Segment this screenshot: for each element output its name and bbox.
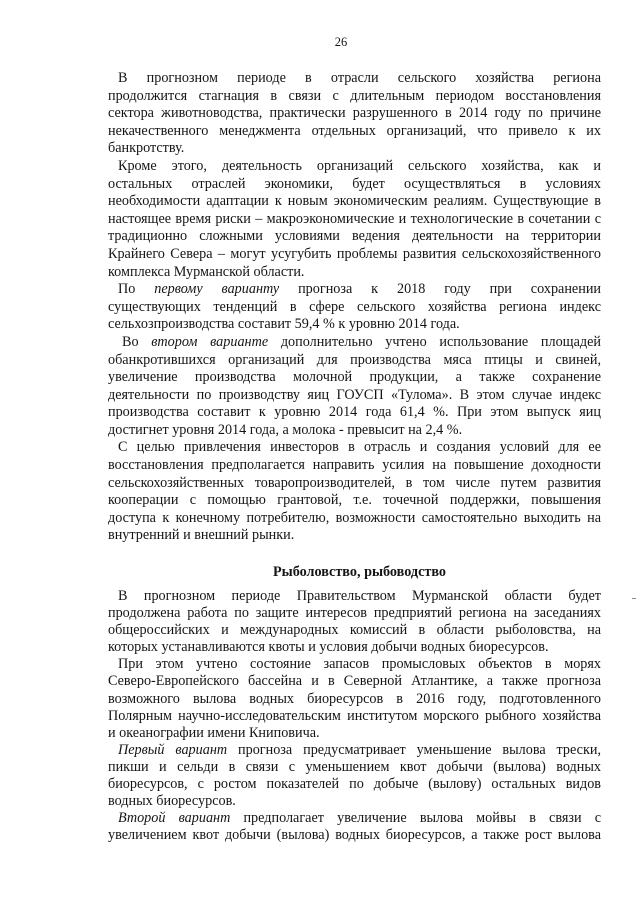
text-line: общероссийских и международных комиссий в области рыболовства, на — [108, 622, 601, 639]
text-line: биоресурсов, с ростом показателей по добыче (вылову) остальных видов — [108, 776, 601, 793]
text-line: В прогнозном периоде Правительством Мурманской области будет — [118, 588, 601, 604]
text-fragment: дополнительно учтено использование площадей — [268, 333, 602, 350]
text-line: деятельности по производству яиц ГОУСП «Тулома». В этом случае индекс — [108, 386, 601, 403]
text-line: сельхозпроизводства составит 59,4 % к уровню 2014 года. — [108, 316, 460, 333]
text-line: обанкротившихся организаций для производства мяса птицы и свиней, — [108, 351, 601, 368]
paragraph-government-work — [108, 588, 601, 656]
text-line: банкротству. — [108, 140, 185, 157]
text-line: традиционно сложными условиями ведения деятельности на территории — [108, 228, 601, 245]
text-line: остальных отраслей экономики, будет осуществляться в условиях — [108, 175, 601, 192]
emphasis-text: первому варианту — [154, 281, 280, 298]
paragraph-risks — [108, 158, 601, 281]
text-line: кооперации с помощью грантовой, т.е. точечной поддержки, повышения — [108, 492, 601, 509]
text-line: доступа к конечному потребителю, возможности самостоятельно выходить на — [108, 509, 601, 526]
emphasis-text: втором варианте — [151, 333, 269, 350]
text-line — [108, 810, 601, 827]
paragraph-first-variant — [108, 281, 601, 334]
paragraph-investors — [108, 439, 601, 545]
text-line: внутренний и внешний рынки. — [108, 527, 295, 544]
text-line: сектора животноводства, практически разрушенного в 2014 году по причине — [108, 105, 601, 122]
scan-mark — [632, 598, 636, 599]
text-fragment: По — [118, 281, 155, 298]
text-line: необходимости адаптации к новым экономическим реалиям. Существующие в — [108, 193, 601, 210]
emphasis-text: Второй вариант — [118, 810, 231, 827]
text-line: При этом учтено состояние запасов промысловых объектов в морях — [118, 656, 601, 673]
text-line: которых устанавливаются квоты и условия добычи водных биоресурсов. — [108, 639, 549, 656]
text-fragment: предполагает увеличение вылова мойвы в связи с — [230, 810, 602, 827]
paragraph-stagnation — [108, 70, 601, 158]
text-line: Крайнего Севера – могут усугубить проблемы развития сельскохозяйственного — [108, 245, 601, 262]
paragraph-fish-first-variant — [108, 742, 601, 810]
text-line: производства составит к уровню 2014 года 61,4 %. При этом выпуск яиц — [108, 404, 601, 421]
text-line — [108, 742, 601, 759]
text-line: продолжена работа по защите интересов предприятий региона на заседаниях — [108, 605, 601, 622]
text-line: увеличением квот добычи (вылова) водных биоресурсов, а также рост вылова — [108, 827, 601, 844]
text-line: увеличение производства молочной продукции, а также сохранение — [108, 369, 601, 386]
text-line: достигнет уровня 2014 года, а молока - превысит на 2,4 %. — [108, 421, 463, 438]
text-line: восстановления предполагается направить усилия на повышение доходности — [108, 457, 601, 474]
text-line: продолжится стагнация в связи с длительным периодом восстановления — [108, 87, 601, 104]
text-line: Полярным научно-исследовательским институтом морского рыбного хозяйства — [108, 707, 601, 724]
paragraph-second-variant — [108, 334, 601, 440]
text-line — [108, 281, 601, 299]
text-line: С целью привлечения инвесторов в отрасль и создания условий для ее — [118, 439, 601, 456]
text-line: настоящее время риски – макроэкономические и технологические в сочетании с — [108, 210, 601, 227]
emphasis-text: Первый вариант — [118, 741, 228, 758]
text-fragment: прогноза предусматривает уменьшение вылова трески, — [227, 741, 601, 758]
paragraph-fish-second-variant — [108, 810, 601, 844]
text-fragment: прогноза к 2018 году при сохранении — [279, 281, 601, 298]
text-fragment: Во — [122, 333, 152, 350]
text-line: комплекса Мурманской области. — [108, 263, 305, 280]
section-agriculture — [108, 70, 601, 545]
text-line: возможного вылова водных биоресурсов в 2016 году, подготовленного — [108, 690, 601, 707]
paragraph-stocks — [108, 656, 601, 741]
page-number: 26 — [334, 35, 348, 49]
text-line: и океанографии имени Книповича. — [108, 724, 320, 741]
text-line: В прогнозном периоде в отрасли сельского хозяйства региона — [118, 70, 601, 86]
text-line: Северо-Европейского бассейна и в Северной Атлантике, а также прогноза — [108, 673, 601, 690]
text-line: Кроме этого, деятельность организаций сельского хозяйства, как и — [118, 157, 601, 174]
text-line: сельскохозяйственных товаропроизводителей, в том числе путем развития — [108, 474, 601, 491]
section-heading-fisheries: Рыболовство, рыбоводство — [272, 564, 447, 580]
section-fisheries — [108, 588, 601, 844]
text-line: некачественного менеджмента отдельных организаций, что привело к их — [108, 122, 601, 139]
text-line: пикши и сельди в связи с уменьшением квот добычи (вылова) водных — [108, 758, 601, 775]
text-line — [108, 334, 601, 352]
text-line: существующих тенденций в сфере сельского хозяйства региона индекс — [108, 298, 601, 315]
text-line: водных биоресурсов. — [108, 793, 236, 810]
